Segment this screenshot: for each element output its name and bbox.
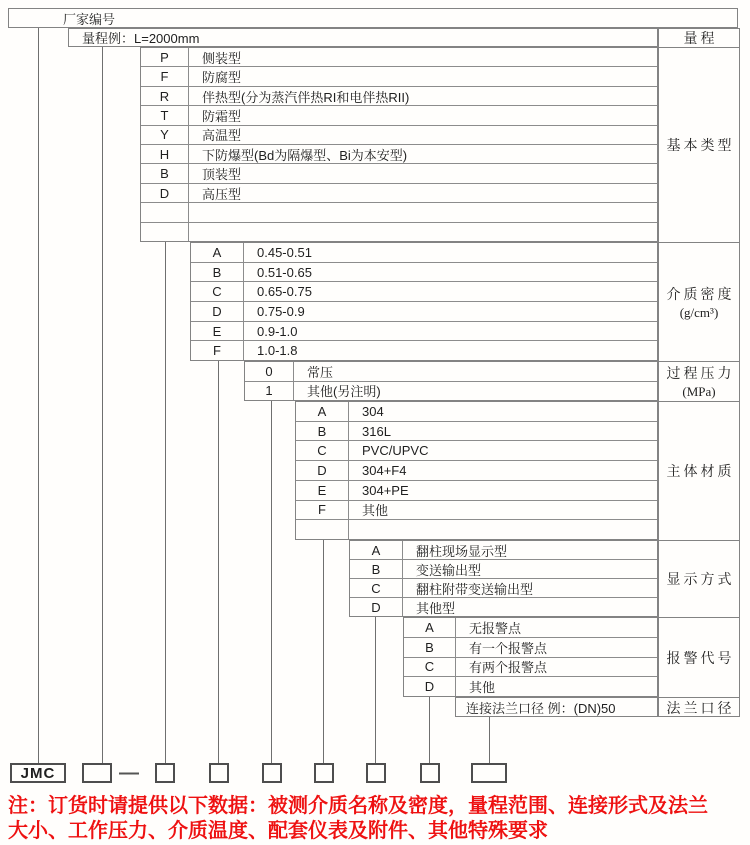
desc-cell: 316L: [362, 423, 391, 439]
code-cell: B: [350, 560, 403, 578]
code-cell: C: [191, 282, 244, 301]
desc-cell: 0.75-0.9: [257, 303, 305, 319]
table-row: [296, 520, 657, 539]
code-cell: D: [296, 461, 349, 480]
desc-cell: 高压型: [202, 186, 242, 202]
table-row: [191, 282, 657, 302]
desc-cell: 侧装型: [202, 50, 242, 66]
flange-size-cell: [455, 697, 658, 717]
desc-cell: 有一个报警点: [469, 640, 548, 656]
code-cell: 0: [245, 362, 294, 381]
code-cell: D: [350, 598, 403, 616]
desc-cell: 其他型: [416, 600, 456, 616]
order-code-box: [471, 763, 507, 783]
table-row: [191, 322, 657, 342]
code-cell: A: [296, 402, 349, 421]
side-label-cell: [659, 541, 739, 618]
code-cell: E: [296, 481, 349, 500]
range-example-label: 量程例：L=2000mm: [82, 31, 200, 46]
desc-cell: 其他(另注明): [307, 384, 381, 400]
table-row: [141, 106, 657, 125]
table-row: [141, 145, 657, 164]
code-cell: B: [404, 638, 456, 657]
table-row: [141, 184, 657, 203]
code-cell: F: [141, 67, 189, 85]
code-cell: F: [296, 501, 349, 520]
table-row: [296, 441, 657, 461]
desc-cell: [349, 520, 657, 539]
code-cell: A: [191, 243, 244, 262]
side-label-cell: [659, 618, 739, 698]
table-row: [296, 481, 657, 501]
desc-cell: 304: [362, 403, 384, 419]
desc-cell: 翻柱现场显示型: [416, 543, 508, 559]
table-row: [141, 48, 657, 67]
code-cell: T: [141, 106, 189, 124]
factory-code-cell: [8, 8, 738, 28]
connector-line: [271, 401, 272, 763]
connector-line: [165, 242, 166, 763]
code-cell: A: [404, 618, 456, 637]
connector-line: [375, 617, 376, 763]
table-row: [350, 560, 657, 579]
table-row: [191, 263, 657, 283]
order-code-box: [314, 763, 334, 783]
desc-cell: 顶装型: [202, 167, 242, 183]
code-cell: B: [296, 422, 349, 441]
side-label: 量程: [683, 32, 718, 47]
code-cell: D: [404, 677, 456, 696]
desc-cell: 1.0-1.8: [257, 343, 298, 359]
desc-cell: 防霜型: [202, 108, 242, 124]
side-label: 过程压力: [666, 367, 735, 382]
code-cell: 1: [245, 382, 294, 401]
code-cell: H: [141, 145, 189, 163]
desc-cell: [189, 223, 657, 241]
connector-line: [429, 697, 430, 763]
desc-cell: 其他: [469, 680, 496, 696]
table-row: [191, 302, 657, 322]
code-cell: B: [191, 263, 244, 282]
side-label-cell: [659, 698, 739, 717]
order-code-box: [209, 763, 229, 783]
connector-line: [323, 540, 324, 763]
display-mode-table: [349, 540, 658, 617]
code-cell: C: [404, 658, 456, 677]
order-separator: —: [119, 761, 139, 784]
connector-line: [489, 717, 490, 763]
order-prefix-box: JMC: [10, 763, 66, 783]
desc-cell: PVC/UPVC: [362, 443, 429, 459]
connector-line: [102, 47, 103, 763]
side-label-unit: (MPa): [682, 384, 716, 399]
desc-cell: [189, 203, 657, 221]
alarm-code-table: [403, 617, 658, 697]
table-row: [141, 67, 657, 86]
table-row: [296, 422, 657, 442]
code-cell: F: [191, 341, 244, 360]
table-row: [141, 126, 657, 145]
code-cell: [141, 223, 189, 241]
table-row: [296, 402, 657, 422]
table-row: [350, 598, 657, 616]
desc-cell: 0.45-0.51: [257, 244, 312, 260]
code-cell: R: [141, 87, 189, 105]
side-label-cell: [659, 362, 739, 402]
code-cell: C: [296, 441, 349, 460]
order-note: [8, 794, 750, 844]
note-line-1: 注：订货时请提供以下数据：被测介质名称及密度，量程范围、连接形式及法兰: [8, 795, 708, 817]
code-cell: Y: [141, 126, 189, 144]
code-cell: C: [350, 579, 403, 597]
desc-cell: 下防爆型(Bd为隔爆型、Bi为本安型): [202, 147, 408, 163]
side-label: 基本类型: [666, 139, 735, 154]
flange-size-label: 连接法兰口径 例：(DN)50: [466, 700, 616, 716]
code-cell: [296, 520, 349, 539]
table-row: [191, 243, 657, 263]
table-row: [245, 362, 657, 382]
order-code-box: [82, 763, 112, 783]
desc-cell: 变送输出型: [416, 562, 482, 578]
table-row: [404, 658, 657, 678]
side-label: 介质密度: [666, 287, 735, 303]
table-row: [404, 677, 657, 696]
table-row: [404, 618, 657, 638]
material-table: [295, 401, 658, 540]
desc-cell: 0.51-0.65: [257, 264, 312, 280]
side-label: 法兰口径: [666, 702, 735, 717]
desc-cell: 0.65-0.75: [257, 284, 312, 300]
table-row: [141, 164, 657, 183]
order-code-box: [366, 763, 386, 783]
desc-cell: 无报警点: [469, 620, 522, 636]
side-label-unit: (g/cm³): [679, 304, 719, 320]
side-label: 报警代号: [666, 651, 735, 667]
side-label-cell: [659, 402, 739, 541]
order-code-box: [420, 763, 440, 783]
side-label-cell: [659, 29, 739, 48]
desc-cell: 高温型: [202, 128, 242, 144]
side-label: 显示方式: [666, 573, 735, 588]
table-row: [296, 461, 657, 481]
desc-cell: 304+PE: [362, 482, 409, 498]
basic-type-table: [140, 47, 658, 242]
table-row: [191, 341, 657, 360]
code-cell: D: [141, 184, 189, 202]
table-row: [245, 382, 657, 401]
table-row: [141, 223, 657, 241]
table-row: [141, 87, 657, 106]
table-row: [350, 541, 657, 560]
desc-cell: 伴热型(分为蒸汽伴热RI和电伴热RII): [202, 89, 410, 105]
density-table: [190, 242, 658, 361]
code-cell: [141, 203, 189, 221]
pressure-table: [244, 361, 658, 401]
desc-cell: 翻柱附带变送输出型: [416, 581, 534, 597]
table-row: [141, 203, 657, 222]
desc-cell: 304+F4: [362, 463, 407, 479]
connector-line: [38, 28, 39, 763]
code-cell: A: [350, 541, 403, 559]
order-code-box: [155, 763, 175, 783]
desc-cell: 其他: [362, 503, 389, 519]
side-label-column: [658, 28, 740, 717]
note-line-2: 大小、工作压力、介质温度、配套仪表及附件、其他特殊要求: [8, 820, 548, 842]
side-label-cell: [659, 243, 739, 362]
factory-code-label: 厂家编号: [63, 11, 116, 27]
desc-cell: 防腐型: [202, 70, 242, 86]
table-row: [350, 579, 657, 598]
code-cell: D: [191, 302, 244, 321]
side-label-cell: [659, 48, 739, 243]
code-cell: B: [141, 164, 189, 182]
desc-cell: 有两个报警点: [469, 660, 548, 676]
connector-line: [218, 361, 219, 763]
code-cell: E: [191, 322, 244, 341]
desc-cell: 0.9-1.0: [257, 323, 298, 339]
desc-cell: 常压: [307, 364, 334, 380]
side-label: 主体材质: [666, 465, 735, 480]
order-code-box: [262, 763, 282, 783]
table-row: [296, 501, 657, 521]
table-row: [404, 638, 657, 658]
range-example-cell: [68, 28, 658, 47]
code-cell: P: [141, 48, 189, 66]
